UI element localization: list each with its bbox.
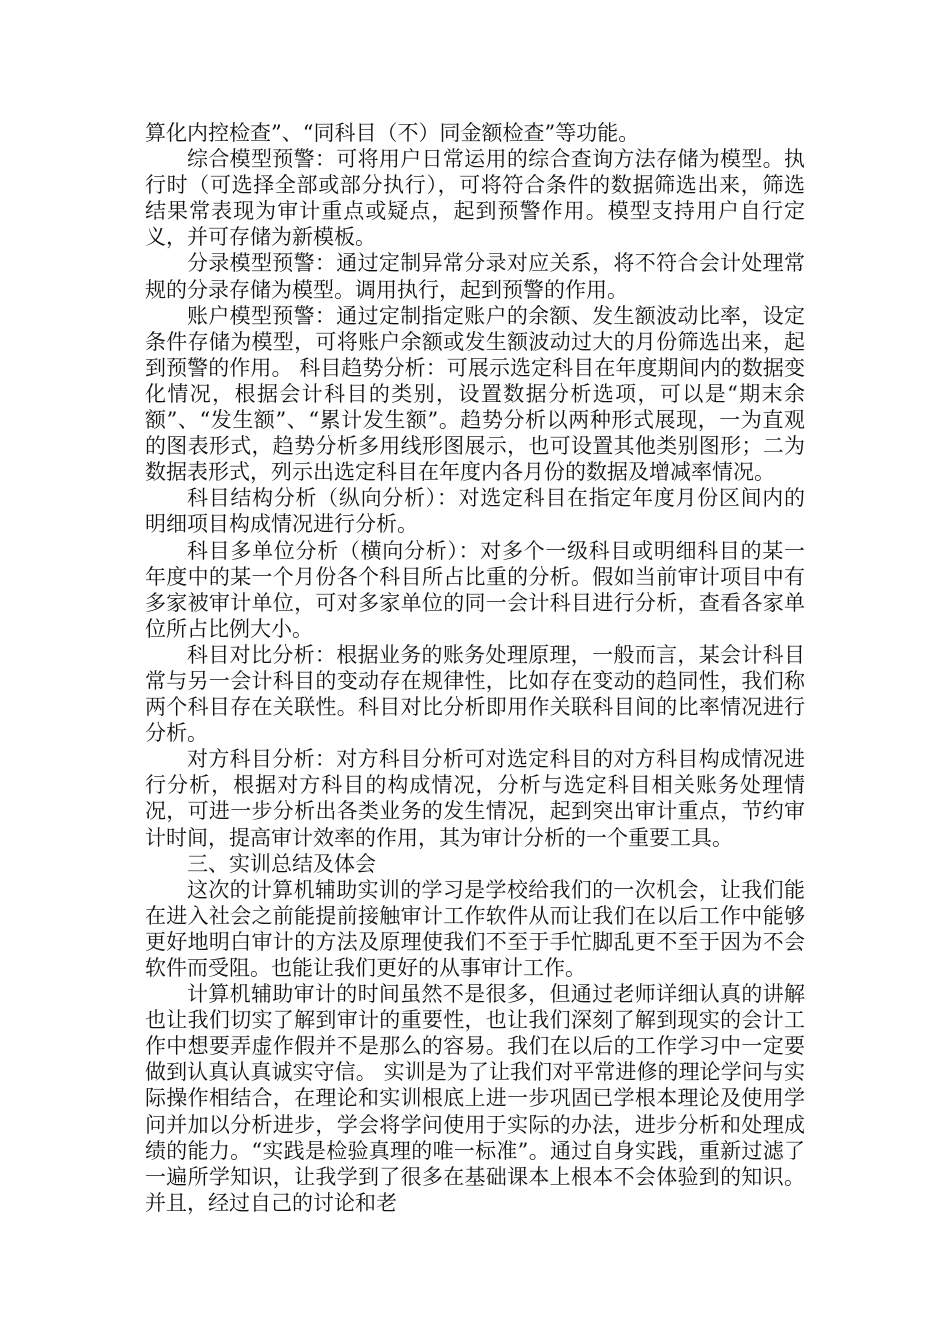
paragraph-continuation: 算化内控检查”、“同科目（不）同金额检查”等功能。 <box>145 121 640 145</box>
paragraph-comparison-analysis: 科目对比分析：根据业务的账务处理原理，一般而言，某会计科目常与另一会计科目的变动存在规律性，比如存在变动的趋同性，我们称两个科目存在关联性。科目对比分析即用作关联科目间的比率情况进行分析。 <box>145 642 805 746</box>
paragraph-multi-unit-analysis: 科目多单位分析（横向分析）：对多个一级科目或明细科目的某一年度中的某一个月份各个科目所占比重的分析。假如当前审计项目中有多家被审计单位，可对多家单位的同一会计科目进行分析，查看各家单位所占比例大小。 <box>145 538 805 641</box>
paragraph-comprehensive-model-warning: 综合模型预警：可将用户日常运用的综合查询方法存储为模型。执行时（可选择全部或部分执行），可将符合条件的数据筛选出来，筛选结果常表现为审计重点或疑点，起到预警作用。模型支持用户自行定义，并可存储为新模板。 <box>145 147 805 250</box>
section-heading: 三、实训总结及体会 <box>187 851 376 876</box>
paragraph-counterpart-analysis: 对方科目分析：对方科目分析可对选定科目的对方科目构成情况进行分析，根据对方科目的构成情况，分析与选定科目相关账务处理情况，可进一步分析出各类业务的发生情况，起到突出审计重点，节约审计时间，提高审计效率的作用，其为审计分析的一个重要工具。 <box>145 747 805 850</box>
paragraph-structure-analysis: 科目结构分析（纵向分析）：对选定科目在指定年度月份区间内的明细项目构成情况进行分析。 <box>145 486 805 537</box>
paragraph-account-model-warning: 账户模型预警：通过定制指定账户的余额、发生额波动比率，设定条件存储为模型，可将账户余额或发生额波动过大的月份筛选出来，起到预警的作用。 科目趋势分析：可展示选定科目在年度期间内的数据变化情况，根据会计科目的类别，设置数据分析选项，可以是“期末余额”、“发生额”、“累计发生额”。趋势分析以两种形式展现，一为直观的图表形式，趋势分析多用线形图展示，也可设置其他类别图形；二为数据表形式，列示出选定科目在年度内各月份的数据及增减率情况。 <box>145 303 805 485</box>
document-body <box>145 120 805 1216</box>
paragraph-summary-1: 这次的计算机辅助实训的学习是学校给我们的一次机会，让我们能在进入社会之前能提前接触审计工作软件从而让我们在以后工作中能够更好地明白审计的方法及原理使我们不至于手忙脚乱更不至于因为不会软件而受阻。也能让我们更好的从事审计工作。 <box>145 877 805 980</box>
paragraph-summary-2: 计算机辅助审计的时间虽然不是很多，但通过老师详细认真的讲解也让我们切实了解到审计的重要性，也让我们深刻了解到现实的会计工作中想要弄虚作假并不是那么的容易。我们在以后的工作学习中一定要做到认真认真诚实守信。 实训是为了让我们对平常进修的理论学问与实际操作相结合，在理论和实训根底上进一步巩固已学根本理论及使用学问并加以分析进步，学会将学问使用于实际的办法，进步分析和处理成绩的能力。“实践是检验真理的唯一标准”。通过自身实践，重新过滤了一遍所学知识，让我学到了很多在基础课本上根本不会体验到的知识。并且，经过自己的讨论和老 <box>145 982 805 1215</box>
paragraph-entry-model-warning: 分录模型预警：通过定制异常分录对应关系，将不符合会计处理常规的分录存储为模型。调用执行，起到预警的作用。 <box>145 251 805 302</box>
